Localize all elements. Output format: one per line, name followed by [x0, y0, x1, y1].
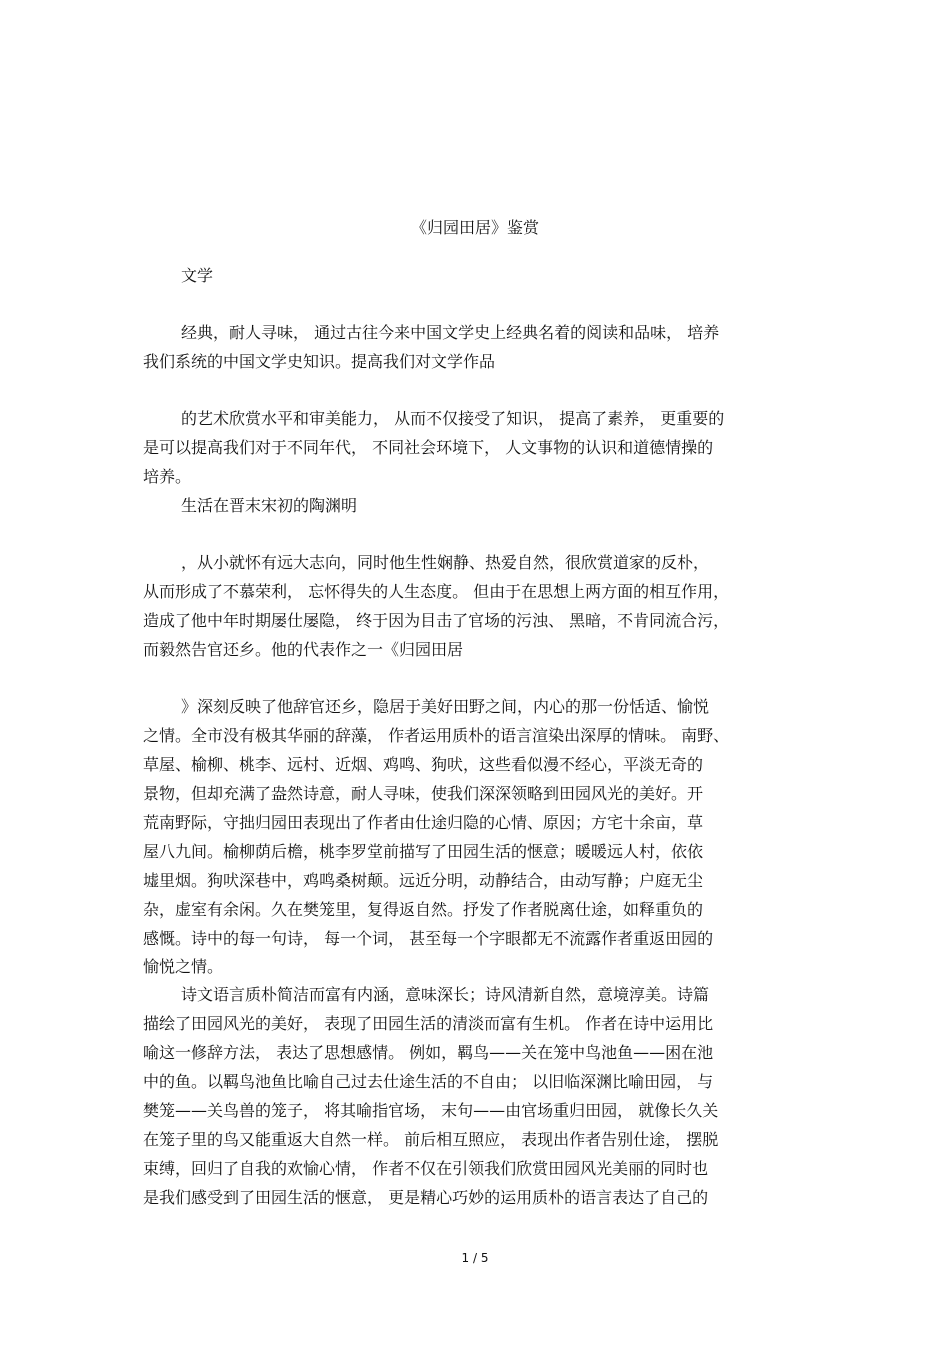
paragraph-6-line-3: 喻这一修辞方法， 表达了思想感情。 例如，羁鸟——关在笼中鸟池鱼——困在池: [143, 1043, 714, 1062]
paragraph-5-line-5: 荒南野际，守拙归园田表现出了作者由仕途归隐的心情、原因；方宅十余亩，草: [143, 813, 704, 832]
paragraph-3-line-1: 生活在晋末宋初的陶渊明: [181, 496, 358, 515]
paragraph-4-line-1: ，从小就怀有远大志向，同时他生性娴静、热爱自然，很欣赏道家的反朴，: [181, 553, 710, 572]
paragraph-6-line-1: 诗文语言质朴简洁而富有内涵，意味深长；诗风清新自然，意境淳美。诗篇: [181, 985, 710, 1004]
paragraph-1-line-1: 经典，耐人寻味， 通过古往今来中国文学史上经典名着的阅读和品味， 培养: [181, 323, 720, 342]
paragraph-5-line-2: 之情。全市没有极其华丽的辞藻， 作者运用质朴的语言渲染出深厚的情味。 南野、: [143, 726, 730, 745]
paragraph-6-line-8: 是我们感受到了田园生活的惬意， 更是精心巧妙的运用质朴的语言表达了自己的: [143, 1188, 709, 1207]
paragraph-2-line-1: 的艺术欣赏水平和审美能力， 从而不仅接受了知识， 提高了素养， 更重要的: [181, 409, 725, 428]
paragraph-2-line-2: 是可以提高我们对于不同年代， 不同社会环境下， 人文事物的认识和道德情操的: [143, 438, 714, 457]
paragraph-5-line-3: 草屋、榆柳、桃李、远村、近烟、鸡鸣、狗吠，这些看似漫不经心，平淡无奇的: [143, 755, 704, 774]
paragraph-5-line-9: 感慨。诗中的每一句诗， 每一个词， 甚至每一个字眼都无不流露作者重返田园的: [143, 929, 714, 948]
document-title: 《归园田居》鉴赏: [410, 218, 539, 237]
paragraph-6-line-5: 樊笼——关鸟兽的笼子， 将其喻指官场， 末句——由官场重归田园， 就像长久关: [143, 1101, 719, 1120]
paragraph-5-line-7: 墟里烟。狗吠深巷中，鸡鸣桑树颠。远近分明，动静结合，由动写静；户庭无尘: [143, 871, 704, 890]
paragraph-2-line-3: 培养。: [143, 467, 192, 486]
paragraph-6-line-2: 描绘了田园风光的美好， 表现了田园生活的清淡而富有生机。 作者在诗中运用比: [143, 1014, 714, 1033]
paragraph-4-line-2: 从而形成了不慕荣利， 忘怀得失的人生态度。 但由于在思想上两方面的相互作用，: [143, 582, 730, 601]
paragraph-5-line-10: 愉悦之情。: [143, 957, 224, 976]
paragraph-5-line-6: 屋八九间。榆柳荫后檐，桃李罗堂前描写了田园生活的惬意；暖暖远人村，依依: [143, 842, 704, 861]
paragraph-4-line-3: 造成了他中年时期屡仕屡隐， 终于因为目击了官场的污浊、 黑暗，不肯同流合污，: [143, 611, 730, 630]
paragraph-6-line-7: 束缚，回归了自我的欢愉心情， 作者不仅在引领我们欣赏田园风光美丽的同时也: [143, 1159, 709, 1178]
paragraph-5-line-8: 杂，虚室有余闲。久在樊笼里，复得返自然。抒发了作者脱离仕途，如释重负的: [143, 900, 704, 919]
paragraph-5-line-4: 景物，但却充满了盎然诗意，耐人寻味，使我们深深领略到田园风光的美好。开: [143, 784, 704, 803]
document-subtitle: 文学: [181, 266, 214, 285]
paragraph-5-line-1: 》深刻反映了他辞官还乡，隐居于美好田野之间，内心的那一份恬适、愉悦: [181, 697, 710, 716]
paragraph-6-line-6: 在笼子里的鸟又能重返大自然一样。 前后相互照应， 表现出作者告别仕途， 摆脱: [143, 1130, 719, 1149]
paragraph-4-line-4: 而毅然告官还乡。他的代表作之一《归园田居: [143, 640, 464, 659]
paragraph-6-line-4: 中的鱼。以羁鸟池鱼比喻自己过去仕途生活的不自由； 以旧临深渊比喻田园， 与: [143, 1072, 714, 1091]
page-number: 1 / 5: [461, 1251, 489, 1265]
paragraph-1-line-2: 我们系统的中国文学史知识。提高我们对文学作品: [143, 352, 496, 371]
